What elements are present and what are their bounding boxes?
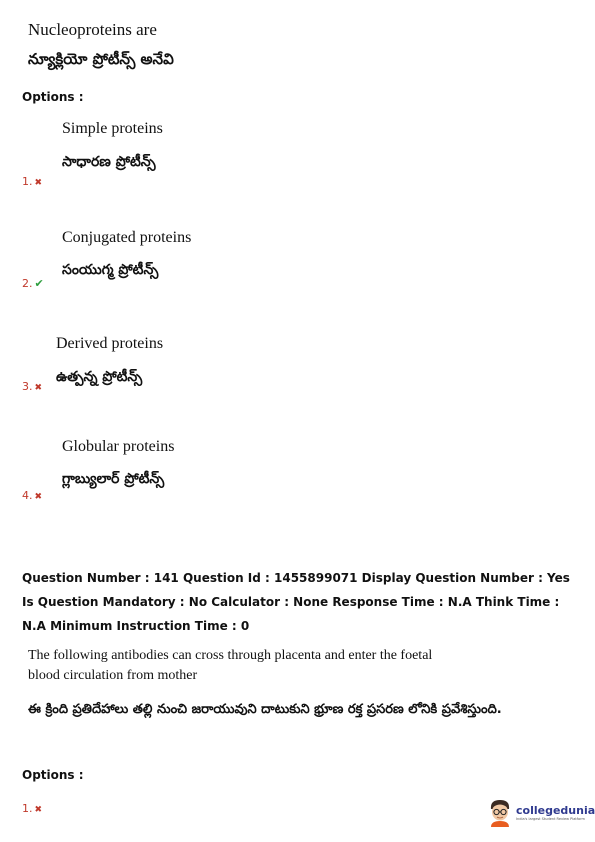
checkmark-icon: ✔ (34, 277, 44, 290)
cross-icon: ✖ (34, 492, 43, 502)
option-4-text-en: Globular proteins (62, 438, 175, 455)
cross-icon: ✖ (34, 805, 43, 815)
option-4-text-te: గ్లాబ్యులార్ ప్రోటీన్స్ (62, 471, 165, 487)
collegedunia-logo (487, 797, 595, 827)
student-avatar-icon (487, 797, 513, 827)
option-2-text-te: సంయుగ్మ ప్రోటీన్స్ (62, 262, 159, 278)
question-text-en: Nucleoproteins are (28, 20, 157, 39)
logo-tagline: India's largest Student Review Platform (516, 816, 585, 821)
question-2-text-en: The following antibodies can cross through placenta and enter the foetal blood circulation from mother (28, 648, 433, 683)
option-number: 1. (22, 175, 33, 188)
options-label: Options : (22, 90, 84, 104)
question-2-option-1-number (22, 802, 42, 815)
option-1-text-en: Simple proteins (62, 120, 163, 137)
option-3-text-en: Derived proteins (56, 335, 164, 352)
option-2-text-en: Conjugated proteins (62, 229, 192, 246)
option-4-number (22, 489, 42, 502)
question-metadata: Question Number : 141 Question Id : 1455899071 Display Question Number : Yes Is Question Mandatory : No Calculator : None Response Time : N.A Think Time : N.A Minimum Instruction Time : 0 (22, 571, 570, 633)
logo-wordmark: collegedunia (516, 803, 595, 817)
option-2-number (22, 277, 44, 290)
question-2-text-te: ఈ క్రింది ప్రతిదేహాలు తల్లి నుంచి జరాయువుని దాటుకుని భ్రూణ రక్త ప్రసరణ లోనికి ప్రవేశిస్తుంది. (28, 702, 502, 717)
option-number: 1. (22, 802, 33, 815)
option-number: 2. (22, 277, 33, 290)
option-number: 3. (22, 380, 33, 393)
option-3-text-te: ఉత్పన్న ప్రోటీన్స్ (56, 369, 143, 385)
option-1-text-te: సాధారణ ప్రోటీన్స్ (62, 154, 156, 170)
option-1-number (22, 175, 42, 188)
option-number: 4. (22, 489, 33, 502)
cross-icon: ✖ (34, 178, 43, 188)
option-3-number (22, 380, 42, 393)
cross-icon: ✖ (34, 383, 43, 393)
question-text-te: న్యూక్లియో ప్రోటీన్స్ అనేవి (28, 50, 174, 68)
question-2-options-label: Options : (22, 768, 84, 782)
